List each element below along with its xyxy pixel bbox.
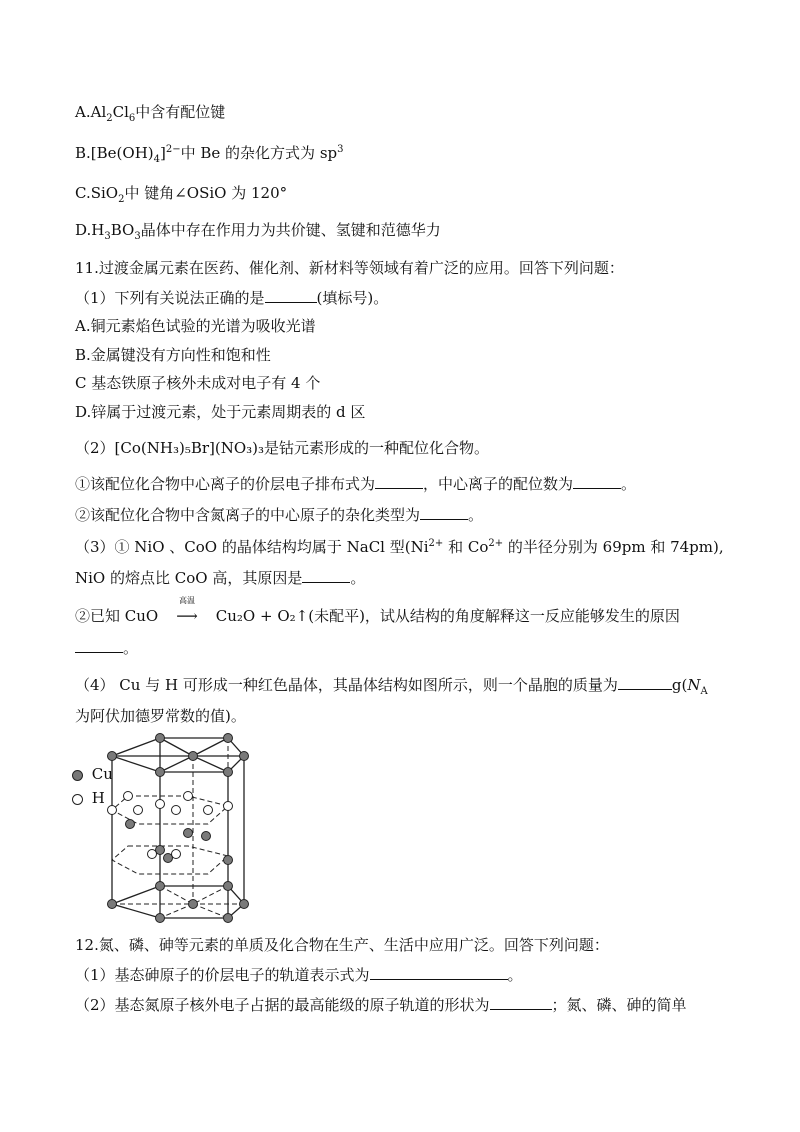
- crystal-structure-diagram: [68, 728, 268, 923]
- option-d: $D.H_3BO_3$晶体中存在作用力为共价键、氢键和范德华力: [75, 221, 441, 242]
- answer-blank[interactable]: [573, 474, 621, 489]
- q11-part1-d: D.锌属于过渡元素，处于元素周期表的 d 区: [75, 403, 366, 421]
- q11-part1-b: B.金属键没有方向性和饱和性: [75, 346, 271, 364]
- legend-h: H: [72, 789, 105, 807]
- q11-part1: （1）下列有关说法正确的是 (填标号)。: [75, 289, 389, 307]
- option-c: C.SiO$_2$中 键角∠OSiO 为 120°: [75, 184, 288, 205]
- answer-blank[interactable]: [420, 505, 468, 520]
- answer-blank[interactable]: [375, 474, 423, 489]
- q11-part1-c: C 基态铁原子核外未成对电子有 4 个: [75, 374, 321, 392]
- answer-blank[interactable]: [618, 675, 672, 690]
- q11-part2-i: ①该配位化合物中心离子的价层电子排布式为 ，中心离子的配位数为 。: [75, 475, 637, 493]
- q11-part3-i-2: NiO 的熔点比 CoO 高，其原因是 。: [75, 569, 366, 587]
- reaction-arrow: 高温 ⟶: [176, 596, 198, 625]
- answer-blank[interactable]: [490, 995, 552, 1010]
- option-a: $A.Al_2Cl_6$中含有配位键: [75, 103, 226, 124]
- q11-part4: （4） Cu 与 H 可形成一种红色晶体，其晶体结构如图所示，则一个晶胞的质量为 $g(N_A$: [75, 676, 708, 697]
- q12-part1: （1）基态砷原子的价层电子的轨道表示式为 。: [75, 966, 523, 984]
- q11-part2-ii: ②该配位化合物中含氮离子的中心原子的杂化类型为 。: [75, 506, 484, 524]
- q11-part3-ii-2: 。: [75, 638, 138, 658]
- q11-part4-2: 为阿伏加德罗常数的值)。: [75, 707, 246, 725]
- answer-blank[interactable]: [370, 965, 508, 980]
- answer-blank[interactable]: [265, 288, 317, 303]
- option-b: $B.[Be(OH)_4]^{2-}$中 Be 的杂化方式为 $sp^3$: [75, 144, 344, 165]
- legend-cu: Cu: [72, 765, 113, 783]
- q12-part2: （2）基态氮原子核外电子占据的最高能级的原子轨道的形状为 ；氮、磷、砷的简单: [75, 996, 687, 1014]
- answer-blank[interactable]: [302, 568, 350, 583]
- q11-part3-ii: ②已知 CuO 高温 ⟶ Cu₂O + O₂↑(未配平)，试从结构的角度解释这一反应能够发生的原因: [75, 596, 680, 625]
- q11-stem: 11.过渡金属元素在医药、催化剂、新材料等领域有着广泛的应用。回答下列问题：: [75, 259, 624, 277]
- q11-part3-i: （3）① NiO 、CoO 的晶体结构均属于 NaCl 型($Ni^{2+}$ 和 $Co^{2+}$ 的半径分别为 69pm 和 74pm),: [75, 538, 724, 556]
- q11-part2: （2）[Co(NH₃)₅Br](NO₃)₃是钴元素形成的一种配位化合物。: [75, 439, 490, 457]
- q12-stem: 12.氮、磷、砷等元素的单质及化合物在生产、生活中应用广泛。回答下列问题：: [75, 936, 609, 954]
- q11-part1-a: A.铜元素焰色试验的光谱为吸收光谱: [75, 317, 316, 335]
- answer-blank[interactable]: [75, 638, 123, 653]
